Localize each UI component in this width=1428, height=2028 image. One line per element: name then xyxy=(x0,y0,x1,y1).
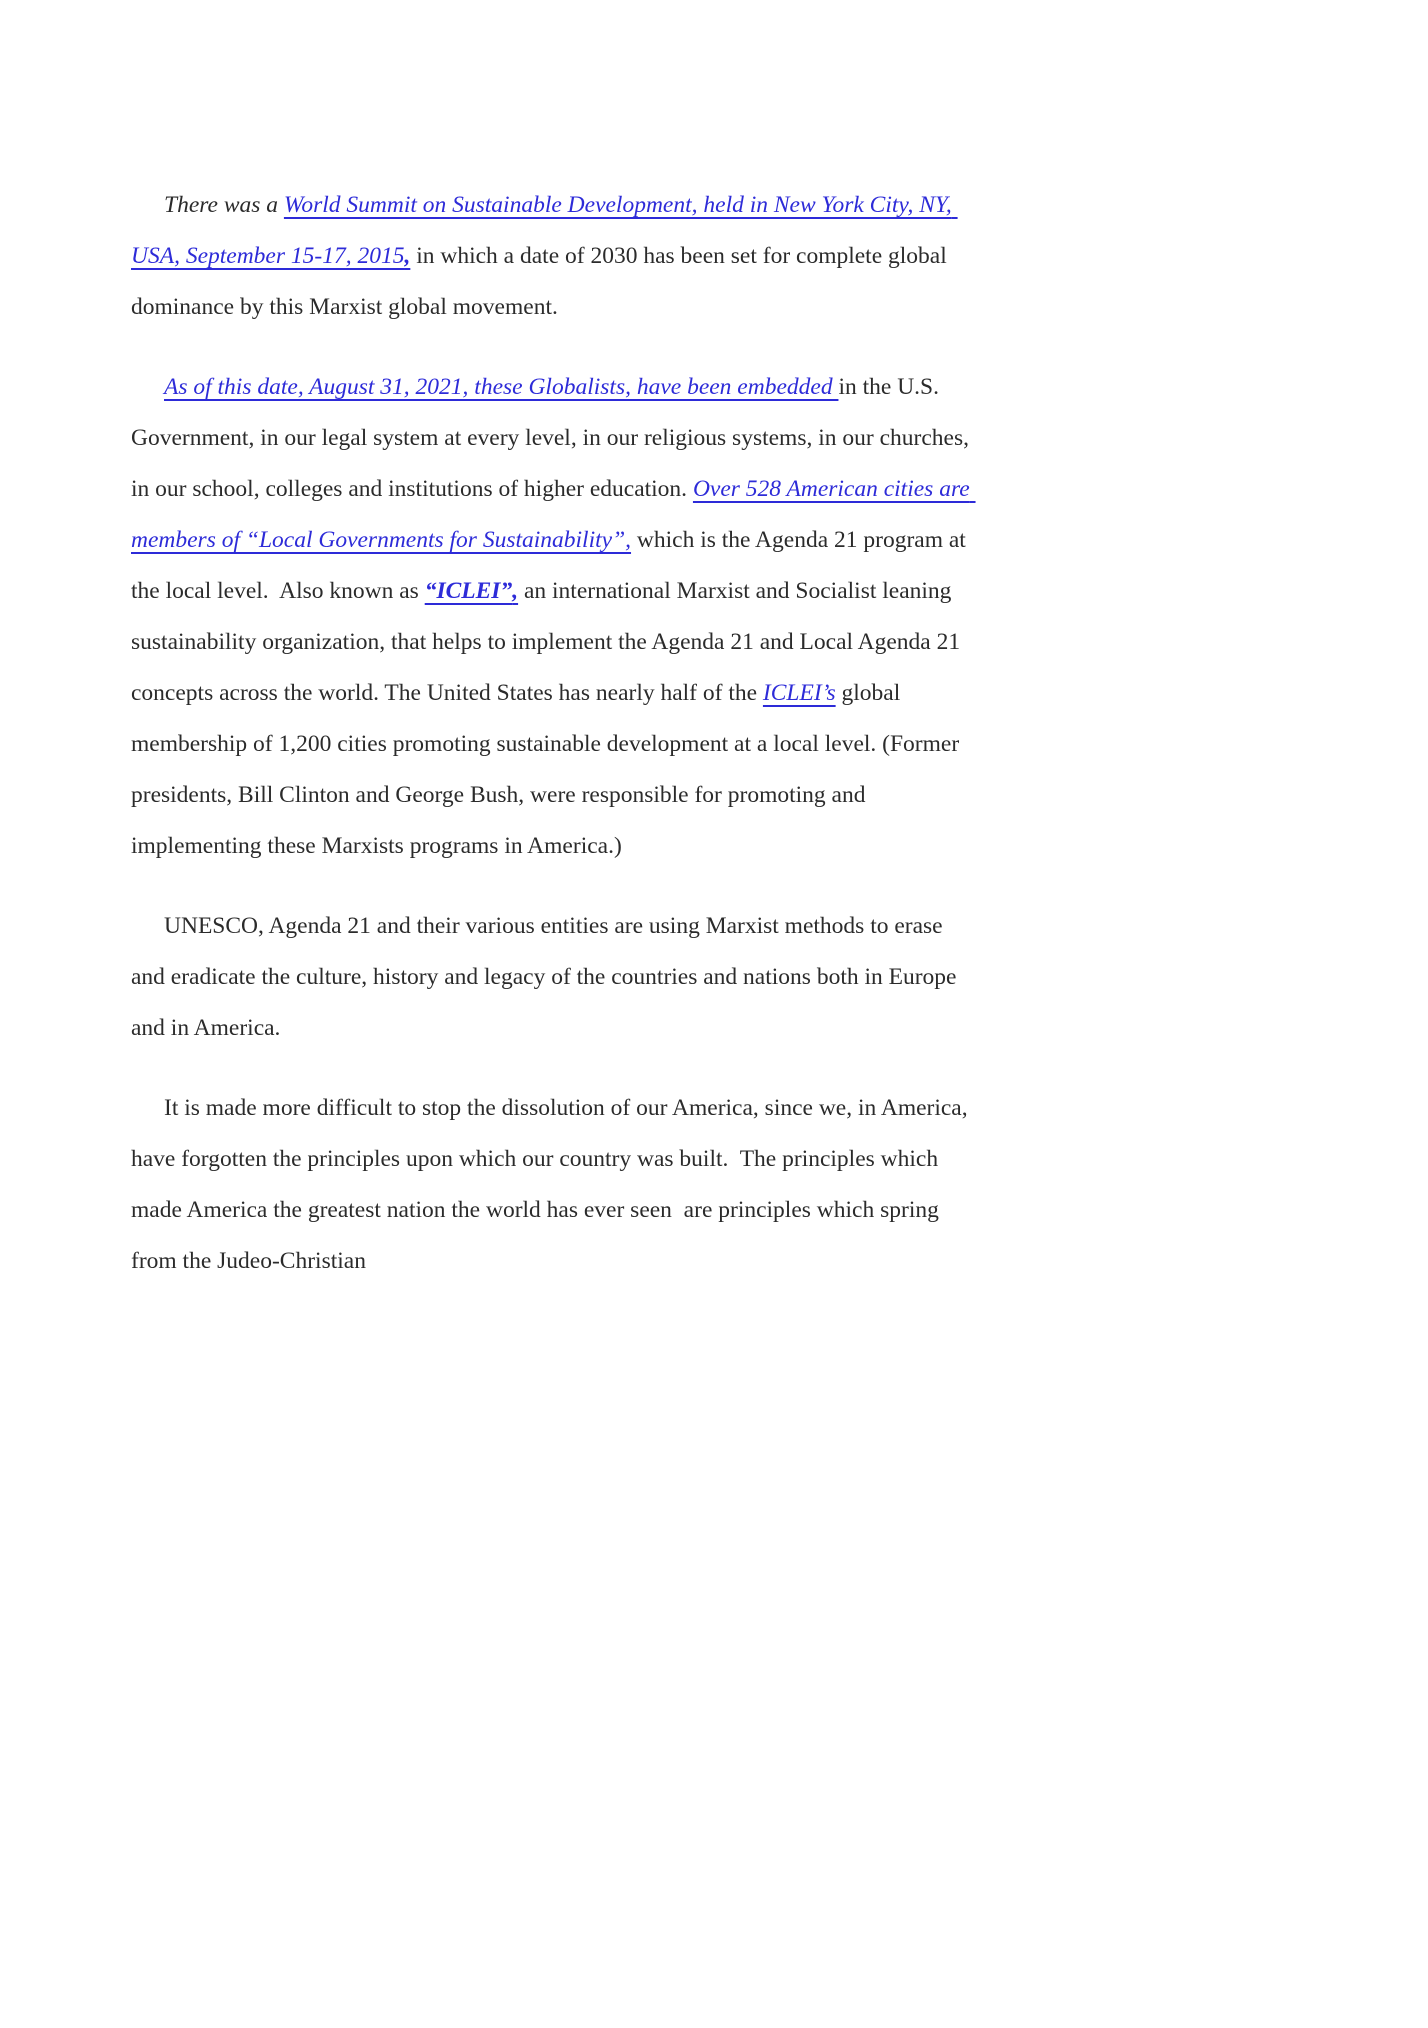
text-run: global membership of 1,200 cities promoting sustainable development at a local level. (Former presidents, Bill Clinton and George Bush, were responsible for promoting and implementing these Marxists programs in America.) xyxy=(131,680,966,859)
hyperlink[interactable]: As of this date, August 31, 2021, these Globalists, have been embedded xyxy=(164,374,839,400)
paragraph xyxy=(131,1083,979,1287)
paragraph xyxy=(131,901,979,1054)
hyperlink[interactable]: World Summit on Sustainable Development, held in New York City, NY, USA, September 15-17, 2015 xyxy=(131,192,958,269)
paragraph xyxy=(131,180,979,333)
text-run: an international Marxist and Socialist leaning sustainability organization, that helps to implement the Agenda 21 and Local Agenda 21 concepts across the world. The United States has nearly half of the xyxy=(131,578,966,706)
text-run: in which a date of 2030 has been set for complete global dominance by this Marxist global movement. xyxy=(131,243,953,320)
text-run: which is the Agenda 21 program at the local level. Also known as xyxy=(131,527,972,604)
hyperlink[interactable]: “ICLEI” xyxy=(424,578,513,604)
text-run: UNESCO, Agenda 21 and their various entities are using Marxist methods to erase and eradicate the culture, history and legacy of the countries and nations both in Europe and in America. xyxy=(131,913,963,1041)
hyperlink[interactable]: Over 528 American cities are members of “Local Governments for Sustainability”, xyxy=(131,476,976,553)
paragraph xyxy=(131,362,979,872)
document-body xyxy=(131,180,979,1287)
text-run: in the U.S. Government, in our legal system at every level, in our religious systems, in our churches, in our school, colleges and institutions of higher education. xyxy=(131,374,975,502)
hyperlink[interactable]: , xyxy=(512,578,519,604)
hyperlink[interactable]: ICLEI’s xyxy=(762,680,836,706)
text-run: There was a xyxy=(164,192,284,218)
hyperlink[interactable]: , xyxy=(404,243,411,269)
text-run: It is made more difficult to stop the dissolution of our America, since we, in America, have forgotten the principles upon which our country was built. The principles which made America the greatest nation the world has ever seen are principles which spring from the Judeo-Christian xyxy=(131,1095,974,1274)
